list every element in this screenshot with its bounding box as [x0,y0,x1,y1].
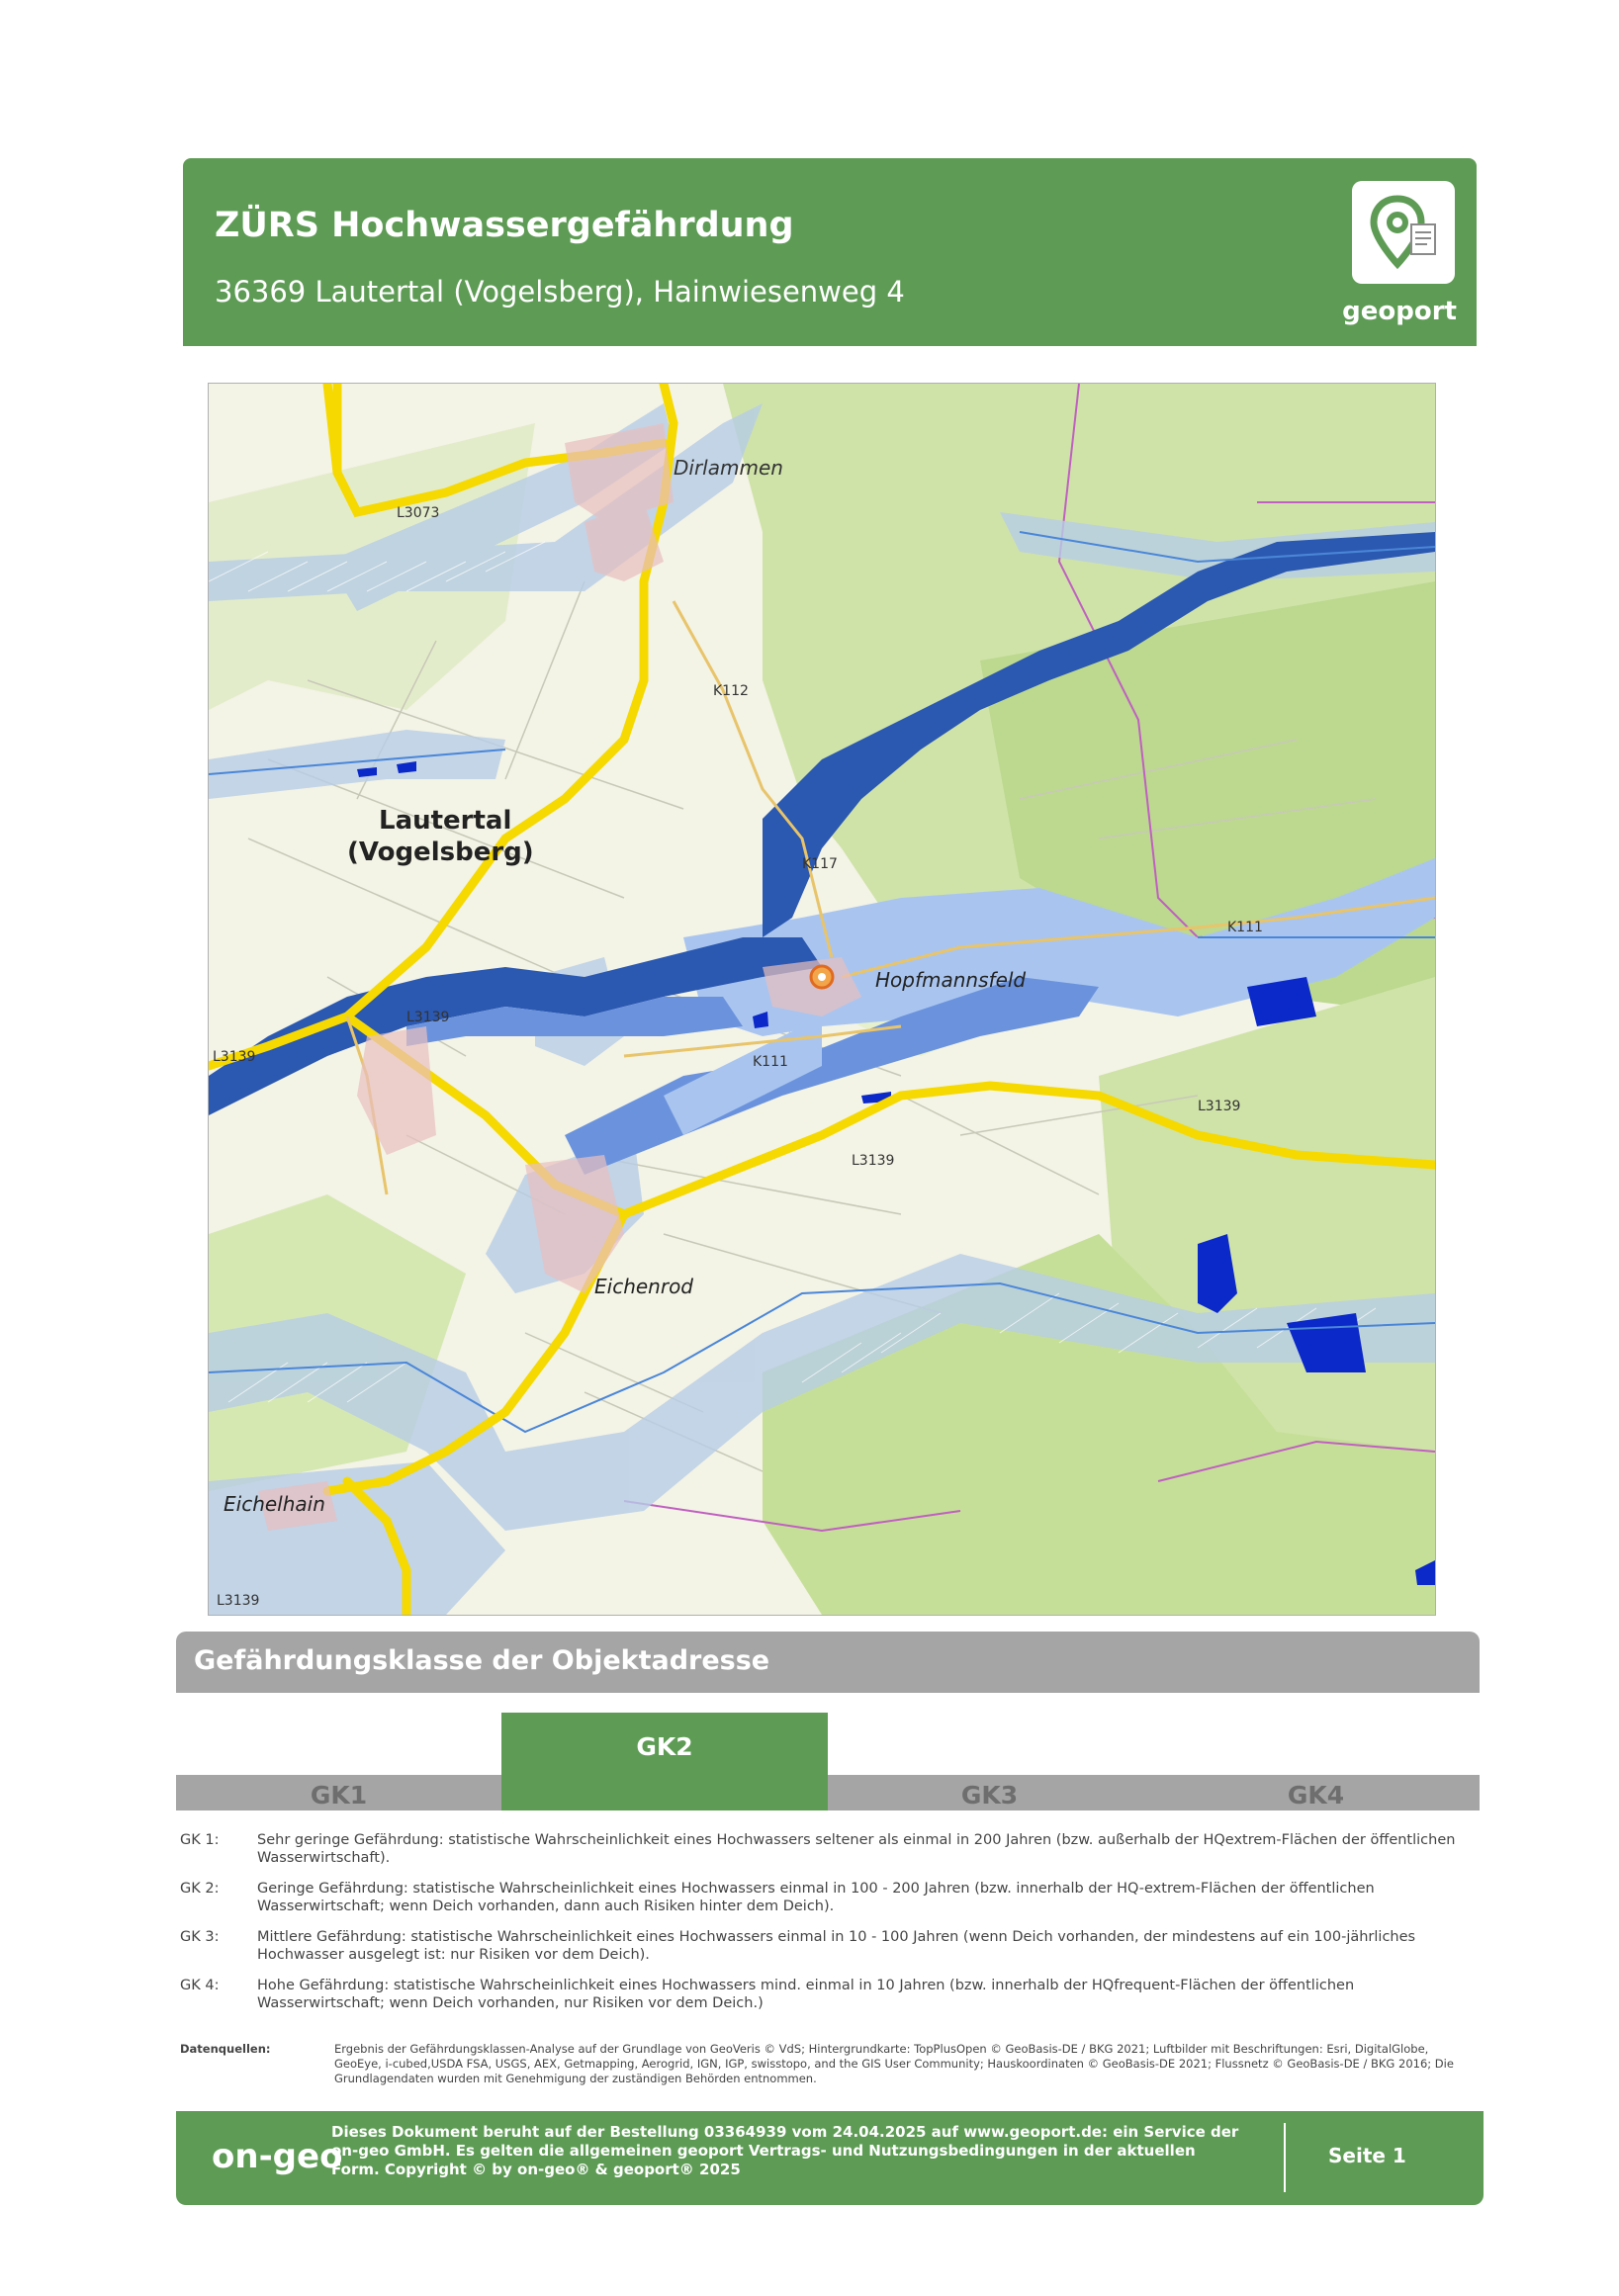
road-label: L3139 [217,1593,260,1609]
report-header [183,158,1477,346]
place-label: Hopfmannsfeld [875,968,1027,992]
address-subtitle: 36369 Lautertal (Vogelsberg), Hainwiesenweg 4 [215,275,905,309]
road-label: K117 [802,856,838,872]
road-label: K111 [1227,920,1263,935]
road-label: K112 [713,683,749,699]
place-label: Dirlammen [674,456,783,480]
geoport-logo [1352,181,1455,284]
legend-text: Mittlere Gefährdung: statistische Wahrscheinlichkeit eines Hochwassers einmal in 10 - 100 Jahren (wenn Deich vorhanden, der mindestens auf ein 100-jährliches Hochwasser ausgelegt ist: nur Risiken vor dem Deich). [257,1929,1416,1963]
road-label: L3139 [406,1010,450,1025]
legend-key: GK 1: [180,1832,220,1848]
gk-active-class: GK2 [501,1713,828,1810]
gk-section-header [176,1632,1480,1693]
place-label: (Vogelsberg) [347,838,534,867]
legend-row [178,1926,1474,1975]
place-label: Eichelhain [224,1492,325,1516]
data-sources-label: Datenquellen: [180,2042,271,2056]
report-title: ZÜRS Hochwassergefährdung [215,206,794,245]
legend-row [178,1878,1474,1926]
address-marker-center [818,973,826,981]
footer [176,2111,1484,2205]
gk-class-3: GK3 [960,1781,1019,1810]
data-sources-text: Ergebnis der Gefährdungsklassen-Analyse auf der Grundlage von GeoVeris © VdS; Hintergrundkarte: TopPlusOpen © GeoBasis-DE / BKG 2021; Luftbilder mit Beschriftungen: Esri, DigitalGlobe, GeoEye, i-cubed,USDA FSA, USGS, AEX, Getmapping, Aerogrid, IGN, IGP, swisstopo, and the GIS User Community; Hauskoordinaten © GeoBasis-DE 2021; Flussnetz © GeoBasis-DE / BKG 2016; Die Grundlagendaten wurden mit Genehmigung der zuständigen Behörden entnommen. [334,2042,1454,2085]
on-geo-logo: on-geo [212,2137,343,2176]
gk-class-1: GK1 [310,1781,368,1810]
gk-scale-bar [176,1775,1480,1810]
road-label: L3139 [213,1049,256,1065]
footer-divider [1284,2123,1286,2192]
legend-text: Hohe Gefährdung: statistische Wahrscheinlichkeit eines Hochwassers mind. einmal in 10 Jahren (bzw. innerhalb der HQfrequent-Flächen der öffentlichen Wasserwirtschaft; wenn Deich vorhanden, nur Risiken vor dem Deich.) [257,1978,1355,2011]
legend-row [178,1829,1474,1878]
place-label: Eichenrod [594,1275,693,1298]
gk-class-4: GK4 [1287,1781,1345,1810]
map-pin-icon [1352,181,1455,284]
page-number: Seite 1 [1328,2144,1406,2167]
legend-row [178,1975,1474,2023]
map-canvas[interactable] [209,384,1435,1615]
geoport-logo-text: geoport [1342,297,1457,326]
place-label: Lautertal [379,806,512,836]
legend-text: Geringe Gefährdung: statistische Wahrscheinlichkeit eines Hochwassers einmal in 100 - 200 Jahren (bzw. innerhalb der HQ-extrem-Flächen der öffentlichen Wasserwirtschaft; wenn Deich vorhanden, dann auch Risiken hinter dem Deich). [257,1881,1375,1914]
road-label: K111 [753,1054,788,1070]
road-label: L3139 [1198,1099,1241,1114]
legend-key: GK 3: [180,1929,220,1945]
legend-key: GK 2: [180,1881,220,1897]
legend-key: GK 4: [180,1978,220,1993]
road-label: L3073 [397,505,440,521]
footer-note: Dieses Dokument beruht auf der Bestellung 03364939 vom 24.04.2025 auf www.geoport.de: ein Service der on-geo GmbH. Es gelten die allgemeinen geoport Vertrags- und Nutzungsbedingungen in der aktuellen Form. Copyright © by on-geo® & geoport® 2025 [331,2123,1239,2178]
flood-map[interactable] [208,383,1436,1616]
gk-legend [178,1829,1474,2023]
gk-section-title: Gefährdungsklasse der Objektadresse [194,1645,770,1676]
road-label: L3139 [852,1153,895,1169]
legend-text: Sehr geringe Gefährdung: statistische Wahrscheinlichkeit eines Hochwassers seltener als einmal in 200 Jahren (bzw. außerhalb der HQextrem-Flächen der öffentlichen Wasserwirtschaft). [257,1832,1456,1866]
